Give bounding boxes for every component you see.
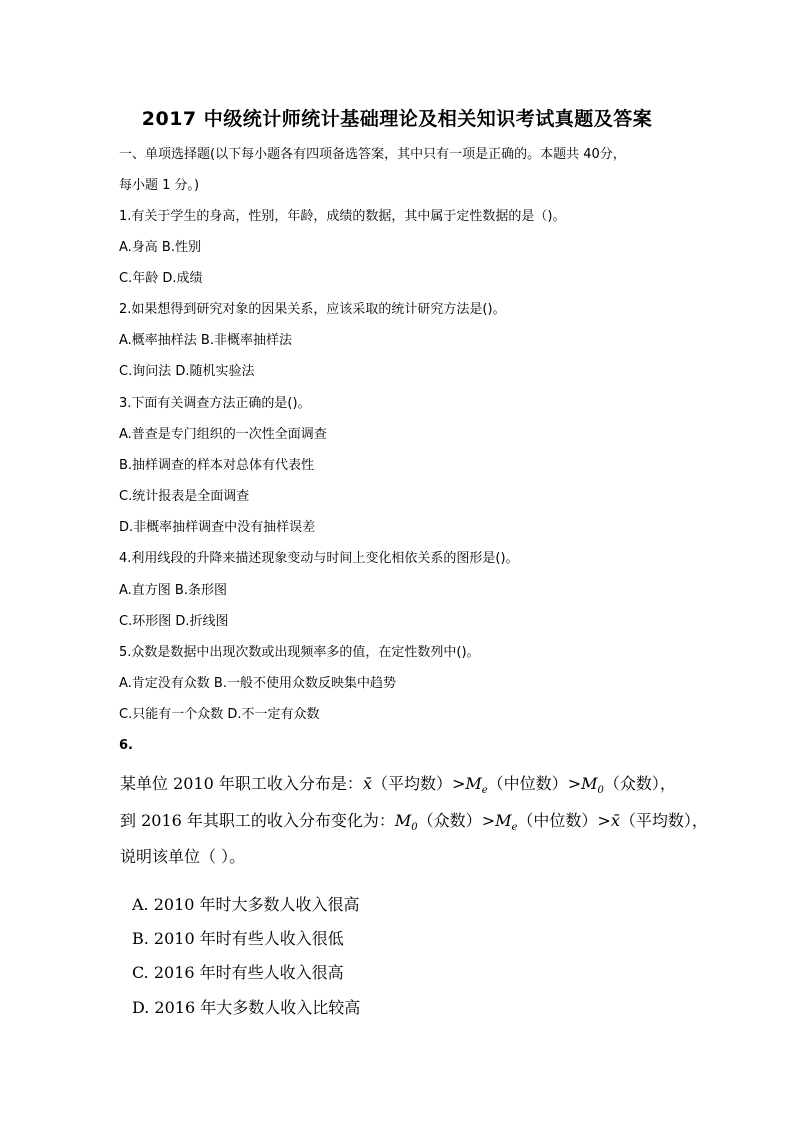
question-2-option-line: A.概率抽样法 B.非概率抽样法 [119,333,292,348]
greater-than: > [451,774,466,793]
question-3-text: 3.下面有关调查方法正确的是()。 [119,396,311,411]
question-1-text: 1.有关于学生的身高，性别，年龄，成绩的数据，其中属于定性数据的是（)。 [119,209,566,224]
question-1-option-line: C.年龄 D.成绩 [119,271,203,286]
mode-symbol: M [394,811,412,830]
page-title: 2017 中级统计师统计基础理论及相关知识考试真题及答案 [141,108,653,130]
question-6-line-1 [120,773,676,802]
question-5-option-line: C.只能有一个众数 D.不一定有众数 [119,707,320,722]
median-subscript: e [481,785,488,797]
question-1-option-line: A.身高 B.性别 [119,240,201,255]
mode-subscript: 0 [411,822,418,834]
greater-than: > [567,774,582,793]
question-4-option-line: A.直方图 B.条形图 [119,583,227,598]
question-6-line-1-prefix: 某单位 2010 年职工收入分布是： [120,774,363,793]
question-4-text: 4.利用线段的升降来描述现象变动与时间上变化相依关系的图形是()。 [119,551,519,566]
question-6-line-1-suffix: ， [659,774,676,793]
question-6-option: D. 2016 年大多数人收入比较高 [132,998,361,1017]
question-6-option: C. 2016 年时有些人收入很高 [132,963,344,982]
question-6-line-2 [120,810,708,839]
greater-than: > [481,811,496,830]
question-3-option-line: A.普查是专门组织的一次性全面调查 [119,427,327,442]
question-2-text: 2.如果想得到研究对象的因果关系，应该采取的统计研究方法是()。 [119,302,506,317]
question-6-line-3: 说明该单位（ ）。 [120,847,246,866]
median-symbol: M [465,774,482,793]
greater-than: > [597,811,611,830]
question-5-option-line: A.肯定没有众数 B.一般不使用众数反映集中趋势 [119,676,396,691]
question-6-option: B. 2010 年时有些人收入很低 [132,929,344,948]
mode-label: （众数） [603,774,660,793]
mean-label: （平均数） [619,811,692,830]
median-subscript: e [511,822,518,834]
mean-label: （平均数） [371,774,452,793]
question-5-text: 5.众数是数据中出现次数或出现频率多的值，在定性数列中()。 [119,645,480,660]
question-4-option-line: C.环形图 D.折线图 [119,614,229,629]
mode-label: （众数） [417,811,482,830]
question-6-option: A. 2010 年时大多数人收入很高 [132,895,360,914]
question-6-line-2-prefix: 到 2016 年其职工的收入分布变化为： [120,811,395,830]
question-6-number: 6. [119,738,133,753]
question-6-line-2-suffix: ， [691,811,708,830]
median-label: （中位数） [517,811,598,830]
section-intro-line-2: 每小题 1 分。) [119,178,200,193]
median-label: （中位数） [487,774,568,793]
question-3-option-line: D.非概率抽样调查中没有抽样误差 [119,520,316,535]
mode-subscript: 0 [597,785,604,797]
question-2-option-line: C.询问法 D.随机实验法 [119,364,255,379]
section-intro-line-1: 一、单项选择题(以下每小题各有四项备选答案，其中只有一项是正确的。本题共 40分， [119,147,626,162]
median-symbol: M [495,811,512,830]
mode-symbol: M [581,774,598,793]
mean-symbol: x̄ [610,811,620,830]
question-3-option-line: C.统计报表是全面调查 [119,489,250,504]
mean-symbol: x̄ [362,774,372,793]
question-3-option-line: B.抽样调查的样本对总体有代表性 [119,458,315,473]
